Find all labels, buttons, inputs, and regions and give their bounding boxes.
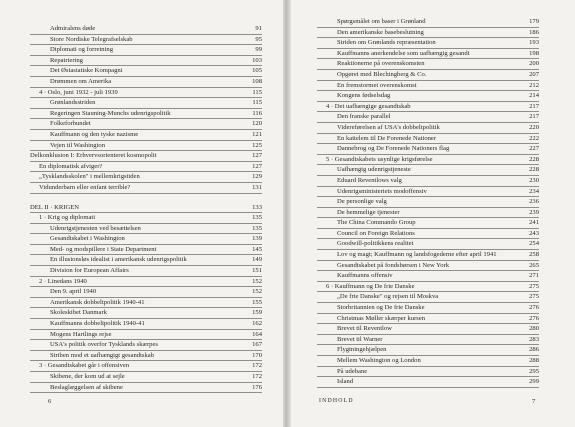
toc-entry-page: 172: [252, 373, 262, 380]
toc-entry: [317, 239, 539, 250]
toc-entry-title: Videreførelsen af USA's dobbeltpolitik: [337, 123, 440, 131]
toc-entry: [317, 144, 539, 155]
toc-entry-title: Kauffmanns anerkendelse som uafhængig gesandt: [337, 49, 470, 57]
toc-entry: [317, 49, 539, 60]
toc-entry-page: 172: [252, 362, 262, 370]
toc-entry: [317, 38, 539, 49]
toc-entry: [30, 130, 262, 141]
toc-entry-title: 6 · Kauffmann og De frie Danske: [326, 282, 415, 290]
toc-entry-page: 275: [529, 293, 539, 301]
toc-entry-title: De hemmelige tjenester: [337, 208, 400, 216]
toc-entry: [317, 28, 539, 39]
toc-entry-page: 228: [529, 166, 539, 174]
toc-entry-page: 295: [529, 367, 539, 375]
toc-entry-title: Kauffmann og den tyske nazisme: [50, 130, 139, 138]
toc-entry-title: De personlige valg: [337, 198, 387, 206]
toc-entry-title: Storbritannien og De frie Danske: [337, 304, 425, 312]
toc-entry: [30, 183, 262, 194]
toc-entry-title: Gesandtskabet i Washington: [50, 235, 125, 243]
toc-entry-title: Kauffmanns dobbeltpolitik 1940-41: [50, 320, 145, 328]
toc-entry: [317, 345, 539, 356]
toc-right: [317, 17, 539, 388]
toc-entry-title: 4 · Det uafhængige gesandtskab: [326, 102, 411, 110]
toc-entry-title: Mogens Hartlings rejse: [50, 330, 112, 338]
page-number-left: 6: [48, 398, 52, 405]
toc-entry-page: 222: [529, 134, 539, 142]
toc-entry: [30, 162, 262, 173]
toc-entry-title: Opgøret med Blechingberg & Co.: [337, 70, 427, 78]
toc-entry-title: 2 · Linedans 1940: [39, 277, 87, 285]
toc-entry: [317, 303, 539, 314]
toc-entry-title: DEL II · KRIGEN: [30, 203, 80, 211]
toc-entry-page: 228: [529, 155, 539, 163]
toc-entry: [317, 250, 539, 261]
toc-entry: [317, 91, 539, 102]
toc-entry-page: 227: [529, 145, 539, 153]
toc-entry-page: 145: [252, 245, 262, 253]
toc-entry-title: Regeringen Stauning-Munchs udenrigspolitik: [50, 109, 171, 117]
toc-entry-page: 275: [529, 282, 539, 290]
toc-entry-title: En fremstormet overenskomst: [337, 81, 417, 89]
toc-entry: [30, 319, 262, 330]
toc-entry-page: 162: [252, 320, 262, 328]
toc-entry-title: 4 · Oslo, juni 1932 - juli 1939: [39, 88, 118, 96]
toc-entry: [317, 261, 539, 272]
toc-entry-page: 243: [529, 229, 539, 237]
toc-entry-page: 120: [252, 120, 262, 128]
toc-entry-page: 151: [252, 267, 262, 275]
toc-entry-page: 115: [252, 88, 262, 96]
toc-entry-page: 193: [529, 39, 539, 47]
toc-entry: [30, 351, 262, 362]
toc-entry-title: Diplomati og forretning: [50, 46, 113, 54]
toc-entry-page: 115: [252, 99, 262, 107]
toc-entry-page: 108: [252, 77, 262, 85]
toc-entry-page: 159: [252, 309, 262, 317]
toc-entry-page: 212: [529, 81, 539, 89]
right-page: [289, 0, 575, 427]
toc-entry-page: 152: [252, 277, 262, 285]
toc-entry: [317, 123, 539, 134]
toc-entry: [317, 271, 539, 282]
toc-entry-page: 127: [252, 152, 262, 160]
toc-entry-page: 99: [255, 46, 262, 54]
toc-entry: [317, 335, 539, 346]
toc-entry-title: Det Østasiatiske Kompagni: [50, 67, 123, 75]
toc-entry-title: Dannebrog og De Forenede Nationers flag: [337, 145, 450, 153]
toc-entry-title: Goodwill-politikkens realitet: [337, 240, 414, 248]
toc-entry: [317, 356, 539, 367]
toc-entry-page: 276: [529, 314, 539, 322]
toc-entry-page: 149: [252, 256, 262, 264]
toc-entry-title: Vidunderbarn eller enfant terrible?: [39, 183, 131, 191]
toc-entry: [317, 218, 539, 229]
toc-entry-title: Udenrigstjenesten ved besættelsen: [50, 224, 141, 232]
toc-entry-title: Den franske parallel: [337, 113, 391, 121]
toc-entry-page: 139: [252, 235, 262, 243]
toc-entry: [30, 45, 262, 56]
toc-entry-title: Amerikansk dobbeltpolitik 1940-41: [50, 298, 145, 306]
toc-entry-page: 170: [252, 351, 262, 359]
toc-entry-title: Den amerikanske basebeslutning: [337, 28, 424, 36]
toc-entry: [317, 197, 539, 208]
toc-entry: [317, 314, 539, 325]
toc-entry: [30, 141, 262, 152]
toc-entry: [317, 292, 539, 303]
toc-entry-title: Island: [337, 378, 354, 386]
running-footer: INDHOLD: [319, 398, 354, 404]
toc-entry: [317, 367, 539, 378]
toc-entry-title: Store Nordiske Telegrafselskab: [50, 35, 133, 43]
toc-entry: [30, 213, 262, 224]
left-page: [0, 0, 285, 427]
toc-entry-title: Folkeforbundet: [50, 120, 91, 128]
toc-entry-page: 116: [252, 109, 262, 117]
toc-entry: [30, 172, 262, 183]
toc-entry: [317, 208, 539, 219]
toc-entry: [30, 266, 262, 277]
toc-entry-title: Skibene, der kom ud at sejle: [50, 373, 125, 380]
toc-entry: [30, 234, 262, 245]
toc-entry-page: 129: [252, 173, 262, 181]
toc-entry: [30, 308, 262, 319]
toc-entry: [317, 165, 539, 176]
toc-entry-page: 283: [529, 335, 539, 343]
toc-entry: [30, 245, 262, 256]
toc-entry-title: The China Commando Group: [337, 219, 416, 227]
toc-entry-page: 217: [529, 113, 539, 121]
toc-entry-title: Flygtningehjælpen: [337, 346, 387, 354]
toc-entry-title: Brevet til Warner: [337, 335, 383, 343]
toc-entry-page: 176: [252, 383, 262, 391]
toc-entry-title: 1 · Krig og diplomati: [39, 214, 96, 222]
toc-entry-title: Mellem Washington og London: [337, 357, 421, 364]
toc-entry-title: Eduard Reventlows valg: [337, 176, 402, 184]
toc-entry: [317, 324, 539, 335]
toc-entry: [30, 255, 262, 266]
toc-entry: [317, 134, 539, 145]
toc-entry-page: 198: [529, 49, 539, 57]
toc-entry-title: Grønlandsstriden: [50, 99, 96, 107]
toc-entry-title: Striben mod et uafhængigt gesandtskab: [50, 351, 155, 359]
toc-entry: [317, 377, 539, 388]
toc-entry: [30, 277, 262, 288]
toc-entry: [30, 383, 262, 394]
toc-entry: [30, 77, 262, 88]
toc-entry: [30, 66, 262, 77]
toc-entry-title: USA's politik overfor Tysklands skærpes: [50, 341, 158, 349]
toc-entry: [317, 112, 539, 123]
toc-entry-title: Brevet til Reventlow: [337, 325, 392, 333]
toc-entry-title: Skoleskibet Danmark: [50, 309, 107, 317]
toc-entry-title: Udenrigsministeriets modoffensiv: [337, 187, 427, 195]
toc-entry-title: En illusionsløs idealist i amerikansk udenrigspolitik: [50, 256, 187, 264]
toc-entry-title: Delkonklusion I: Erhvervsorienteret kosmopolit: [30, 152, 157, 160]
toc-entry-page: 236: [529, 198, 539, 206]
toc-entry: [30, 361, 262, 372]
toc-entry: [30, 56, 262, 67]
toc-entry-title: Kongens fødselsdag: [337, 92, 391, 100]
toc-entry: [317, 229, 539, 240]
toc-entry-title: Drømmen om Amerika: [50, 77, 112, 85]
toc-entry: [317, 155, 539, 166]
toc-entry-page: 217: [529, 102, 539, 110]
toc-entry-page: 135: [252, 224, 262, 232]
toc-entry-page: 286: [529, 346, 539, 354]
toc-entry-title: Repatriering: [50, 56, 83, 64]
toc-entry-page: 91: [255, 25, 262, 32]
toc-entry: [317, 282, 539, 293]
toc-entry-page: 241: [529, 219, 539, 227]
toc-entry: [30, 287, 262, 298]
toc-entry: [30, 203, 262, 214]
toc-entry: [317, 70, 539, 81]
toc-entry: [30, 24, 262, 35]
toc-entry: [30, 298, 262, 309]
toc-entry-page: 164: [252, 330, 262, 338]
toc-entry-page: 271: [529, 272, 539, 280]
toc-entry-title: Striden om Grønlands repræsentation: [337, 39, 436, 47]
toc-entry-page: 135: [252, 214, 262, 222]
toc-entry: [317, 81, 539, 92]
toc-entry-title: Vejen til Washington: [50, 141, 106, 149]
toc-entry-title: Uafhængig udenrigstjeneste: [337, 166, 411, 174]
toc-entry-page: 288: [529, 357, 539, 364]
toc-entry-page: 265: [529, 261, 539, 269]
toc-entry: [30, 224, 262, 235]
toc-entry: [30, 35, 262, 46]
toc-entry-page: 230: [529, 176, 539, 184]
toc-entry-title: Den 9. april 1940: [50, 288, 97, 296]
toc-entry-page: 254: [529, 240, 539, 248]
toc-entry-title: Med- og modspillere i State Department: [50, 245, 157, 253]
toc-entry-title: 3 · Gesandtskabet går i offensiven: [39, 362, 130, 370]
toc-entry-title: Reaktionerne på overenskomsten: [337, 60, 425, 68]
toc-entry-page: 200: [529, 60, 539, 68]
toc-entry-page: 121: [252, 130, 262, 138]
toc-entry: [30, 119, 262, 130]
toc-entry-page: 299: [529, 378, 539, 386]
toc-entry: [30, 330, 262, 341]
toc-entry: [317, 187, 539, 198]
toc-entry-page: 239: [529, 208, 539, 216]
toc-entry-page: 214: [529, 92, 539, 100]
toc-entry-title: „De frie Danske" og rejsen til Moskva: [337, 293, 439, 301]
toc-entry: [30, 372, 262, 383]
toc-entry-title: Admiralens døde: [50, 25, 96, 32]
toc-entry-page: 280: [529, 325, 539, 333]
toc-entry-page: 131: [252, 183, 262, 191]
toc-entry-page: 276: [529, 304, 539, 312]
toc-left: [30, 24, 262, 393]
toc-entry-title: En kattelem til De Forenede Nationer: [337, 134, 437, 142]
toc-entry-title: 5 · Gesandtskabets usynlige krigsførelse: [326, 155, 433, 163]
toc-entry-page: 179: [529, 18, 539, 25]
toc-entry-page: 167: [252, 341, 262, 349]
toc-entry-title: Kauffmanns offensiv: [337, 272, 393, 280]
toc-entry-page: 103: [252, 56, 262, 64]
toc-entry-title: Division for European Affairs: [50, 267, 129, 275]
toc-entry: [317, 176, 539, 187]
toc-entry-title: Beslaglæggelsen af skibene: [50, 383, 123, 391]
toc-entry: [30, 151, 262, 162]
toc-entry-page: 155: [252, 298, 262, 306]
toc-entry-title: Christmas Møller skærper kursen: [337, 314, 426, 322]
toc-entry-page: 105: [252, 67, 262, 75]
toc-entry-title: „Tysklandsskolen" i mellemkrigstiden: [39, 173, 140, 181]
toc-entry-page: 220: [529, 123, 539, 131]
toc-entry-title: På udebane: [337, 367, 368, 375]
toc-entry-title: Gesandtskabet på fondsbørsen i New York: [337, 261, 450, 269]
toc-entry: [317, 17, 539, 28]
toc-entry: [317, 59, 539, 70]
toc-entry: [30, 88, 262, 99]
toc-entry-page: 125: [252, 141, 262, 149]
toc-entry: [30, 340, 262, 351]
toc-entry-page: 133: [252, 203, 262, 211]
toc-entry-page: 258: [529, 251, 539, 259]
toc-entry-page: 186: [529, 28, 539, 36]
toc-entry: [30, 109, 262, 120]
toc-entry-page: 234: [529, 187, 539, 195]
toc-entry-page: 152: [252, 288, 262, 296]
toc-entry-page: 207: [529, 70, 539, 78]
toc-entry-title: Council on Foreign Relations: [337, 229, 415, 237]
toc-entry-page: 95: [255, 35, 262, 43]
toc-entry-title: Spørgsmålet om baser i Grønland: [337, 18, 426, 25]
page-number-right: 7: [532, 398, 536, 405]
toc-entry-title: Lov og magt; Kauffmann og landsfogederne efter april 1941: [337, 251, 497, 259]
toc-entry: [317, 102, 539, 113]
book-gutter: [283, 0, 291, 427]
toc-entry-title: En diplomatisk afviger?: [39, 162, 103, 170]
toc-entry-page: 127: [252, 162, 262, 170]
toc-entry: [30, 98, 262, 109]
